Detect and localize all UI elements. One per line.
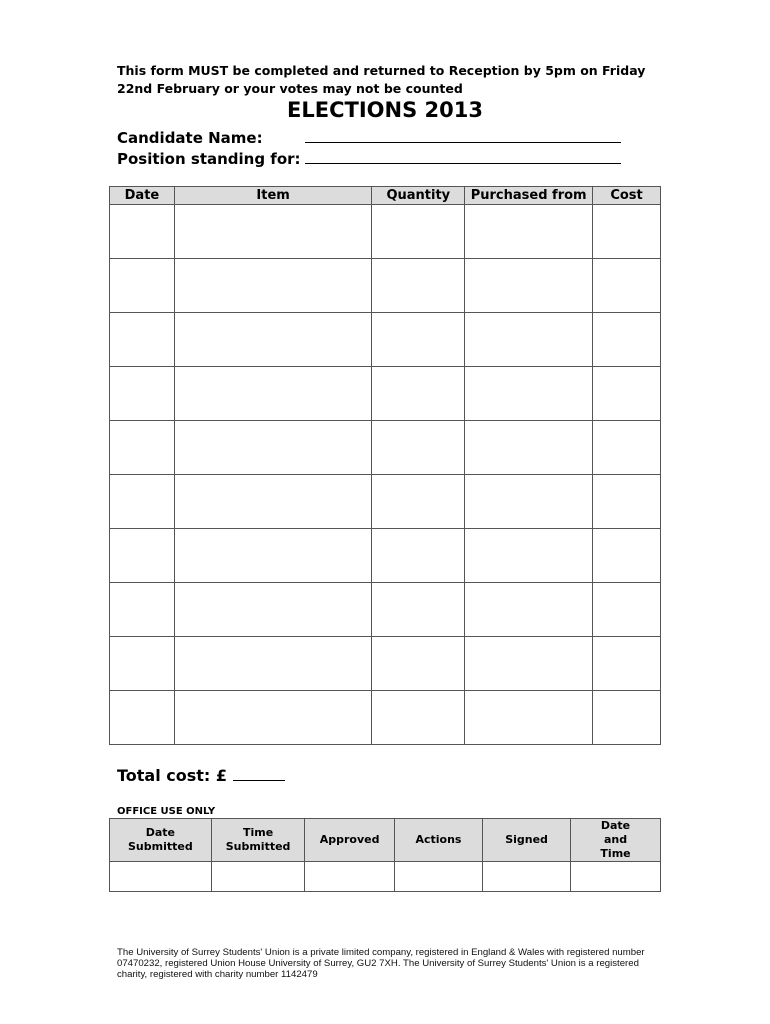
cell-item[interactable] <box>174 529 371 583</box>
office-cell-approved[interactable] <box>305 862 394 892</box>
cell-quantity[interactable] <box>372 313 465 367</box>
cell-date[interactable] <box>110 583 175 637</box>
cell-quantity[interactable] <box>372 637 465 691</box>
footer-legal-text: The University of Surrey Students' Union is a private limited company, registered in England & Wales with registered number 07470232, registered Union House University of Surrey, GU2 7XH. The University of Surrey Students' Union is a registered charity, registered with charity number 1142479 <box>117 947 645 980</box>
office-header-date-and-time: Date and Time <box>571 819 661 862</box>
cell-quantity[interactable] <box>372 475 465 529</box>
cell-date[interactable] <box>110 475 175 529</box>
cell-item[interactable] <box>174 313 371 367</box>
table-row <box>110 475 661 529</box>
cell-item[interactable] <box>174 691 371 745</box>
cell-cost[interactable] <box>593 421 661 475</box>
candidate-name-label: Candidate Name: <box>117 129 263 147</box>
cell-item[interactable] <box>174 367 371 421</box>
office-cell-date-and-time[interactable] <box>571 862 661 892</box>
cell-date[interactable] <box>110 421 175 475</box>
office-entry-row <box>110 862 661 892</box>
cell-cost[interactable] <box>593 583 661 637</box>
position-row <box>117 149 621 168</box>
cell-purchased-from[interactable] <box>465 691 593 745</box>
page-title: ELECTIONS 2013 <box>287 98 483 122</box>
office-header-date-submitted: Date Submitted <box>110 819 212 862</box>
office-use-table <box>109 818 661 892</box>
office-header-approved: Approved <box>305 819 394 862</box>
office-use-label: OFFICE USE ONLY <box>117 806 216 817</box>
total-cost-field[interactable] <box>233 766 285 781</box>
cell-quantity[interactable] <box>372 691 465 745</box>
cell-date[interactable] <box>110 313 175 367</box>
cell-purchased-from[interactable] <box>465 637 593 691</box>
table-row <box>110 367 661 421</box>
cell-quantity[interactable] <box>372 529 465 583</box>
header-cost: Cost <box>593 187 661 205</box>
submission-notice: This form MUST be completed and returned to Reception by 5pm on Friday 22nd February or your votes may not be counted <box>117 63 646 96</box>
cell-date[interactable] <box>110 529 175 583</box>
header-purchased-from: Purchased from <box>465 187 593 205</box>
table-row <box>110 259 661 313</box>
position-label: Position standing for: <box>117 150 301 168</box>
cell-purchased-from[interactable] <box>465 421 593 475</box>
cell-date[interactable] <box>110 367 175 421</box>
cell-date[interactable] <box>110 691 175 745</box>
cell-purchased-from[interactable] <box>465 313 593 367</box>
cell-purchased-from[interactable] <box>465 259 593 313</box>
cell-cost[interactable] <box>593 259 661 313</box>
table-row <box>110 691 661 745</box>
cell-cost[interactable] <box>593 475 661 529</box>
office-header-row <box>110 819 661 862</box>
expenses-header-row <box>110 187 661 205</box>
cell-cost[interactable] <box>593 367 661 421</box>
office-cell-signed[interactable] <box>483 862 571 892</box>
cell-item[interactable] <box>174 583 371 637</box>
position-field[interactable] <box>305 149 621 164</box>
office-header-actions: Actions <box>394 819 482 862</box>
cell-purchased-from[interactable] <box>465 529 593 583</box>
office-header-signed: Signed <box>483 819 571 862</box>
candidate-name-row <box>117 128 621 147</box>
office-cell-date-submitted[interactable] <box>110 862 212 892</box>
table-row <box>110 529 661 583</box>
cell-purchased-from[interactable] <box>465 583 593 637</box>
cell-date[interactable] <box>110 637 175 691</box>
header-date: Date <box>110 187 175 205</box>
cell-quantity[interactable] <box>372 367 465 421</box>
cell-cost[interactable] <box>593 313 661 367</box>
cell-purchased-from[interactable] <box>465 475 593 529</box>
cell-date[interactable] <box>110 259 175 313</box>
office-header-time-submitted: Time Submitted <box>211 819 305 862</box>
office-cell-time-submitted[interactable] <box>211 862 305 892</box>
office-cell-actions[interactable] <box>394 862 482 892</box>
cell-purchased-from[interactable] <box>465 367 593 421</box>
total-cost-label: Total cost: £ <box>117 766 228 785</box>
cell-quantity[interactable] <box>372 205 465 259</box>
cell-cost[interactable] <box>593 205 661 259</box>
cell-quantity[interactable] <box>372 583 465 637</box>
header-quantity: Quantity <box>372 187 465 205</box>
cell-cost[interactable] <box>593 529 661 583</box>
cell-item[interactable] <box>174 637 371 691</box>
cell-quantity[interactable] <box>372 421 465 475</box>
candidate-name-field[interactable] <box>305 128 621 143</box>
cell-quantity[interactable] <box>372 259 465 313</box>
cell-cost[interactable] <box>593 691 661 745</box>
cell-purchased-from[interactable] <box>465 205 593 259</box>
cell-item[interactable] <box>174 205 371 259</box>
cell-cost[interactable] <box>593 637 661 691</box>
cell-item[interactable] <box>174 259 371 313</box>
table-row <box>110 313 661 367</box>
header-item: Item <box>174 187 371 205</box>
expenses-table <box>109 186 661 745</box>
table-row <box>110 637 661 691</box>
table-row <box>110 421 661 475</box>
table-row <box>110 583 661 637</box>
cell-item[interactable] <box>174 475 371 529</box>
cell-date[interactable] <box>110 205 175 259</box>
table-row <box>110 205 661 259</box>
cell-item[interactable] <box>174 421 371 475</box>
total-cost <box>117 766 285 785</box>
